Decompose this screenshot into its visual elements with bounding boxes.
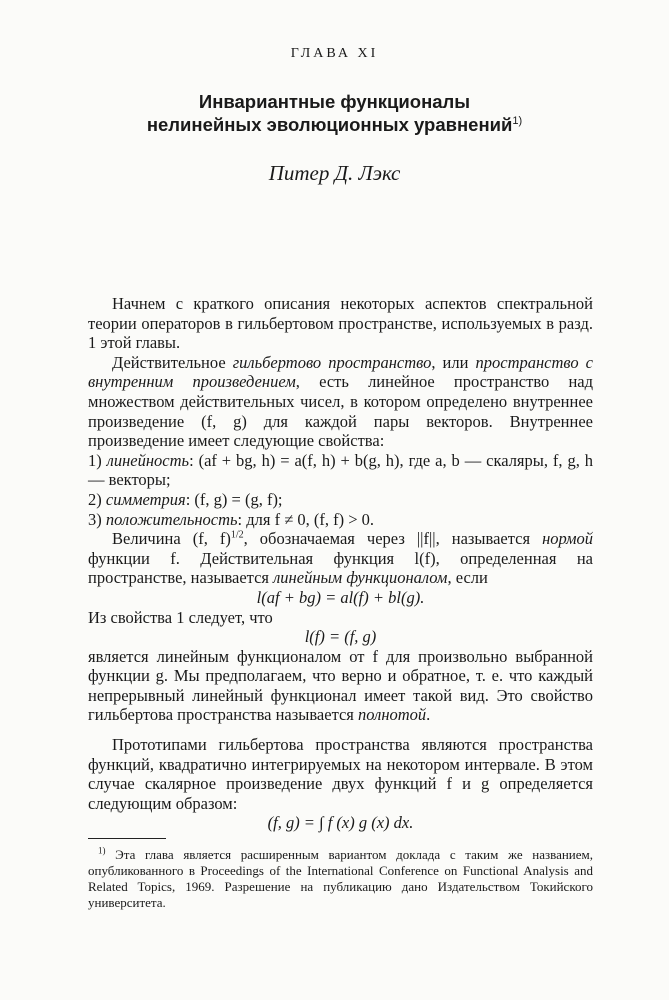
formula-inner-product: (f, g) = ∫ f (x) g (x) dx. bbox=[267, 813, 414, 833]
paragraph-4: Из свойства 1 следует, что bbox=[88, 607, 273, 627]
title-line-2-text: нелинейных эволюционных уравнений bbox=[146, 114, 513, 135]
title-line-2 bbox=[0, 113, 669, 136]
footnote-divider bbox=[88, 838, 166, 839]
footnote-reference[interactable]: 1) bbox=[512, 114, 523, 127]
footnote-body: Эта глава является расширенным вариантом доклада с таким же названием, опубликованного в Proceedings of the International Conference on Functional Analysis and Related Topics, 1969. Разрешение на публикацию дано Издательством Токийского университета. bbox=[88, 847, 594, 910]
term-completeness: полнотой bbox=[358, 705, 427, 725]
paragraph-2-text-a: Действительное bbox=[112, 352, 233, 372]
term-hilbert-space: гильбертово пространство bbox=[232, 352, 432, 372]
property-name: положительность bbox=[105, 509, 238, 529]
footnote-mark: 1) bbox=[98, 845, 106, 856]
paragraph-2-text-b: , или bbox=[431, 352, 476, 372]
property-linearity bbox=[88, 451, 593, 490]
paragraph-2 bbox=[88, 353, 593, 451]
paragraph-3-text-a: Величина (f, f) bbox=[112, 529, 231, 549]
property-name: симметрия bbox=[105, 489, 186, 509]
paragraph-gap bbox=[88, 725, 593, 735]
chapter-title bbox=[0, 90, 669, 136]
paragraph-3-text-d: , если bbox=[447, 568, 488, 588]
paragraph-3-text-b: , обозначаемая через ||f||, называется bbox=[243, 529, 543, 549]
term-inner-product-space: пространство с внутренним произведением bbox=[88, 352, 594, 392]
property-name: линейность bbox=[106, 450, 190, 470]
paragraph-1: Начнем с краткого описания некоторых аспектов спектральной теории операторов в гильбертовом пространстве, используемых в разд. 1 этой главы. bbox=[88, 294, 593, 353]
property-positivity bbox=[88, 510, 593, 530]
property-symmetry bbox=[88, 490, 593, 510]
chapter-heading: ГЛАВА XI bbox=[290, 46, 379, 61]
paragraph-6: Прототипами гильбертова пространства являются пространства функций, квадратично интегрируемых на некотором интервале. В этом случае скалярное произведение двух функций f и g определяется следующим образом: bbox=[88, 735, 593, 813]
paragraph-2-text-c: , есть линейное пространство над множеством действительных чисел, в котором определено внутреннее произведение (f, g) для каждой пары векторов. Внутреннее произведение имеет следующие свойства: bbox=[88, 372, 593, 451]
term-linear-functional: линейным функционалом bbox=[273, 568, 448, 588]
footnote bbox=[88, 847, 593, 911]
author-name: Питер Д. Лэкс bbox=[268, 161, 401, 185]
property-number: 3) bbox=[88, 509, 106, 529]
property-text: : (af + bg, h) = a(f, h) + b(g, h), где a, b — скаляры, f, g, h — векторы; bbox=[88, 450, 593, 490]
paragraph-5-text-b: . bbox=[426, 705, 431, 725]
paragraph-5-text-a: является линейным функционалом от f для произвольно выбранной функции g. Мы предполагаем, что верно и обратное, т. е. что каждый непрерывный линейный функционал имеет такой вид. Это свойство гильбертова пространства называется bbox=[88, 646, 593, 725]
property-text: : для f ≠ 0, (f, f) > 0. bbox=[237, 509, 375, 529]
paragraph-3 bbox=[88, 529, 593, 588]
footnote-text bbox=[88, 847, 593, 911]
property-number: 2) bbox=[88, 489, 106, 509]
exponent: 1/2 bbox=[230, 529, 244, 541]
property-text: : (f, g) = (g, f); bbox=[185, 489, 283, 509]
paragraph-5 bbox=[88, 647, 593, 725]
formula-functional: l(f) = (f, g) bbox=[304, 627, 377, 647]
body-text bbox=[88, 294, 593, 833]
title-line-1: Инвариантные функционалы bbox=[198, 91, 471, 112]
paragraph-3-text-c: функции f. Действительная функция l(f), определенная на пространстве, называется bbox=[88, 548, 593, 588]
formula-linearity: l(af + bg) = al(f) + bl(g). bbox=[256, 587, 425, 607]
term-norm: нормой bbox=[542, 529, 593, 549]
property-number: 1) bbox=[88, 450, 107, 470]
